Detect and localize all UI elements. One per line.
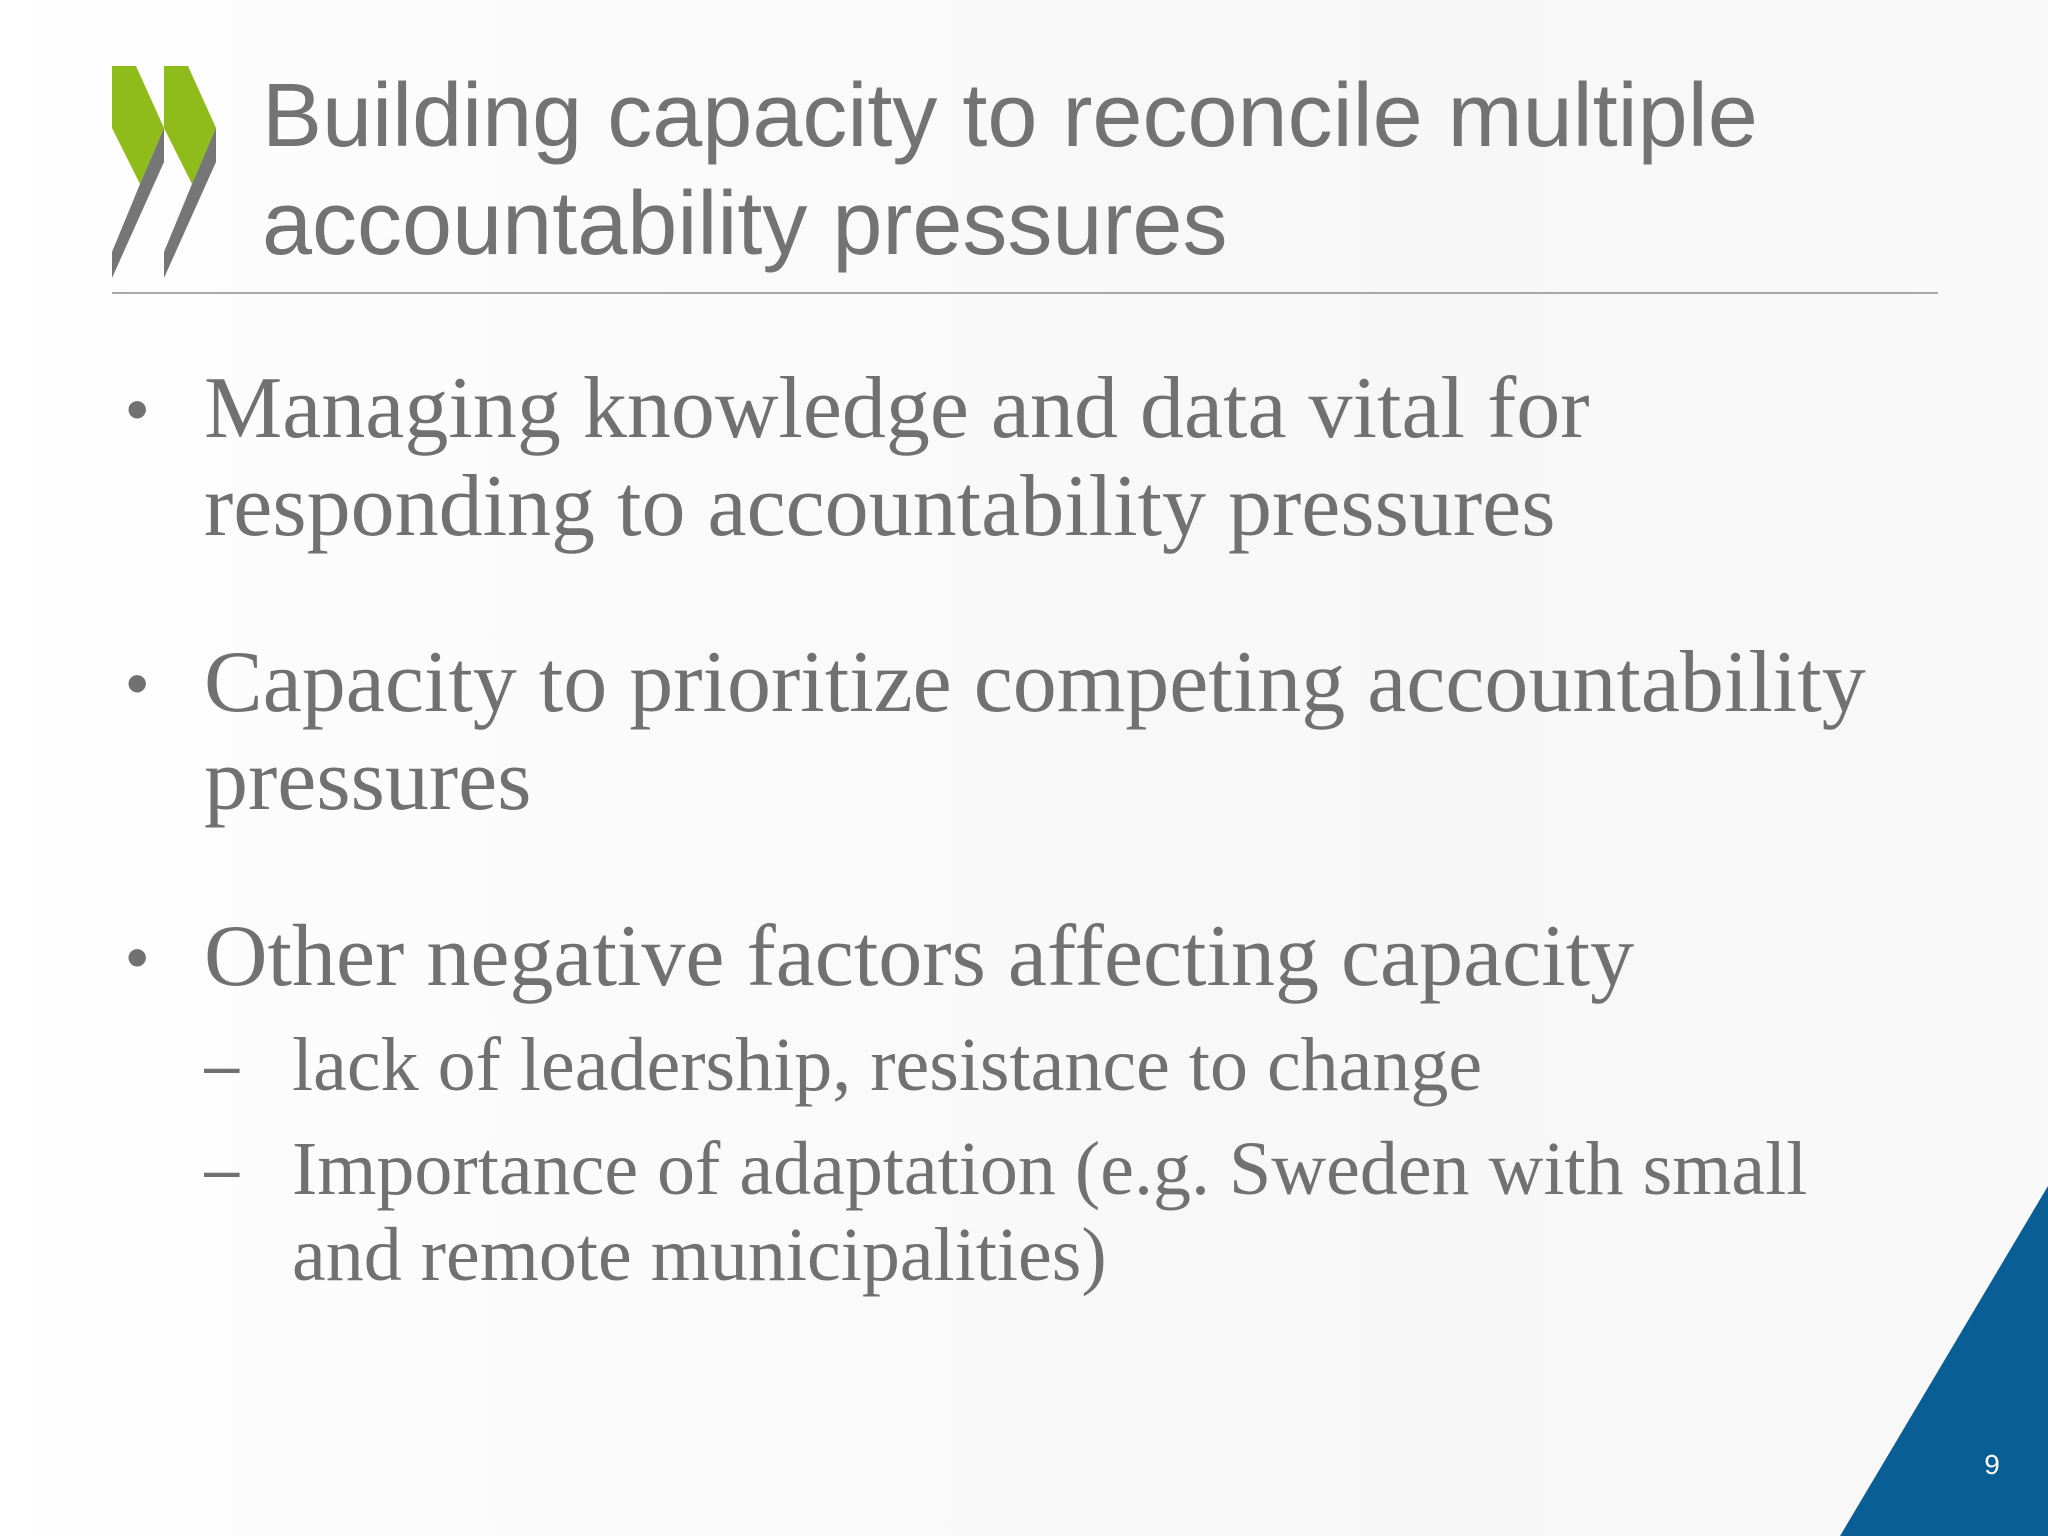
sub-bullet-item — [204, 1022, 1880, 1108]
bullet-text: Other negative factors affecting capacity — [204, 908, 1635, 1005]
bullet-text: Capacity to prioritize competing accountability pressures — [204, 634, 1866, 829]
bullet-item — [120, 908, 1880, 1298]
corner-triangle-decoration — [1828, 1186, 2048, 1536]
dash-marker: – — [204, 1029, 240, 1101]
chevron-logo-icon — [108, 62, 220, 282]
bullet-marker: • — [126, 921, 149, 993]
sub-bullet-item — [204, 1126, 1880, 1298]
page-number: 9 — [1984, 1449, 2000, 1480]
bullet-marker: • — [126, 647, 149, 719]
sub-bullet-text: lack of leadership, resistance to change — [292, 1023, 1483, 1107]
title-divider — [112, 292, 1938, 294]
sub-bullet-text: Importance of adaptation (e.g. Sweden with small and remote municipalities) — [292, 1127, 1808, 1297]
slide-title: Building capacity to reconcile multiple accountability pressures — [262, 66, 1758, 274]
bullet-text: Managing knowledge and data vital for responding to accountability pressures — [204, 360, 1590, 555]
sub-bullet-list — [204, 1022, 1880, 1298]
bullet-item — [120, 360, 1880, 556]
bullet-item — [120, 634, 1880, 830]
bullet-list — [120, 360, 1880, 1316]
bullet-marker: • — [126, 373, 149, 445]
dash-marker: – — [204, 1133, 240, 1205]
